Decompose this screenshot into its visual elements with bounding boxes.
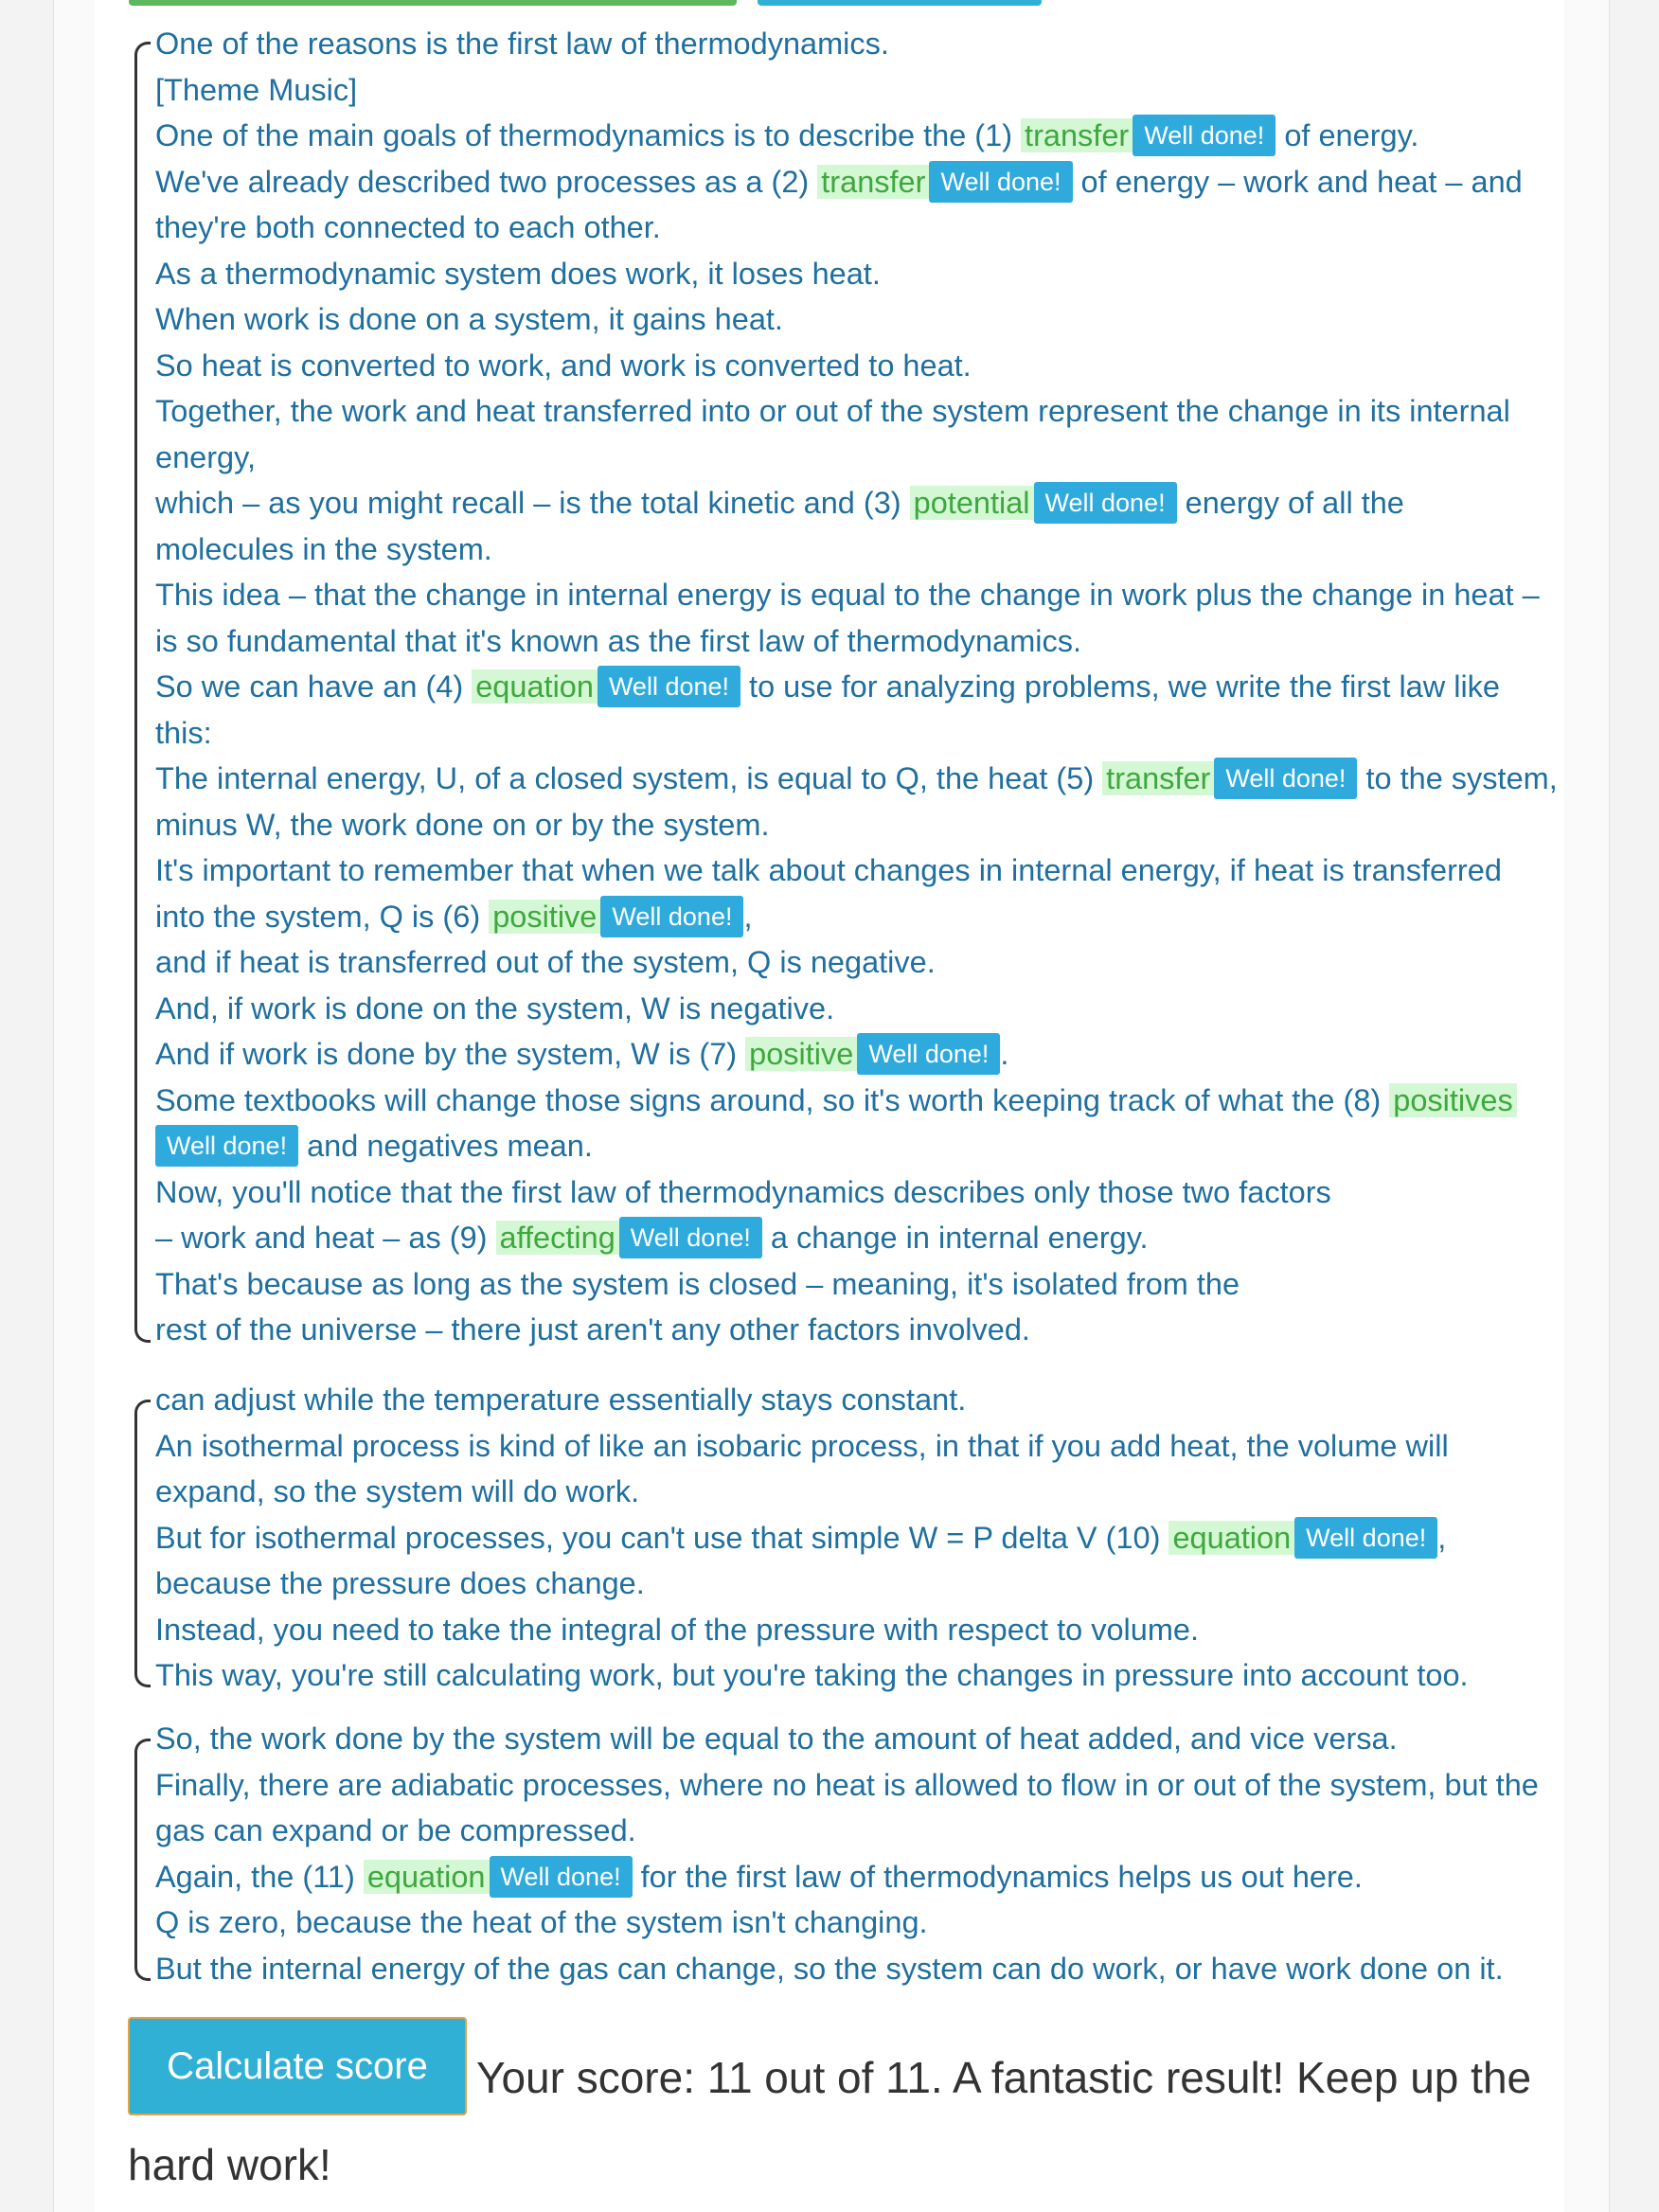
line-text: – work and heat – as (9) xyxy=(155,1221,496,1255)
transcript-line xyxy=(155,1946,1547,1992)
line-text: because the pressure does change. xyxy=(155,1566,645,1600)
transcript-line xyxy=(155,296,1547,343)
line-text: As a thermodynamic system does work, it loses heat. xyxy=(155,256,881,291)
transcript-section-1 xyxy=(155,21,1558,1353)
line-text: Together, the work and heat transferred into or out of the system represent the change in its internal xyxy=(155,394,1510,428)
line-text: Now, you'll notice that the first law of thermodynamics describes only those two factors xyxy=(155,1174,1331,1209)
transcript-line xyxy=(155,435,1547,481)
well-done-badge: Well done! xyxy=(155,1125,298,1167)
line-text: And, if work is done on the system, W is negative. xyxy=(155,990,835,1026)
well-done-badge: Well done! xyxy=(598,666,740,707)
answer-input[interactable]: potential xyxy=(910,486,1034,520)
transcript-line xyxy=(155,1423,1547,1470)
line-text: That's because as long as the system is closed – meaning, it's isolated from the xyxy=(155,1266,1240,1301)
line-text: [Theme Music] xyxy=(155,72,358,107)
line-text: So, the work done by the system will be equal to the amount of heat added, and vice versa. xyxy=(155,1721,1398,1756)
transcript-line xyxy=(155,113,1547,159)
transcript-line xyxy=(155,1854,1547,1900)
line-text: to the system, xyxy=(1357,761,1558,795)
transcript-line xyxy=(155,1169,1547,1216)
transcript-line xyxy=(155,986,1547,1032)
line-text: which – as you might recall – is the total kinetic and (3) xyxy=(155,486,910,520)
line-text: Some textbooks will change those signs around, so it's worth keeping track of what the (8) xyxy=(155,1082,1390,1117)
line-text: energy, xyxy=(155,439,256,474)
line-text: The internal energy, U, of a closed system, is equal to Q, the heat (5) xyxy=(155,761,1103,795)
transcript-line xyxy=(155,21,1547,67)
transcript-line xyxy=(155,1808,1547,1854)
transcript-line xyxy=(155,1607,1547,1653)
well-done-badge: Well done! xyxy=(490,1856,633,1898)
line-text: And if work is done by the system, W is (7) xyxy=(155,1037,746,1071)
transcript-line xyxy=(155,1261,1547,1308)
line-text: , xyxy=(743,899,753,934)
calculate-score-button[interactable]: Calculate score xyxy=(128,2017,467,2115)
transcript-line xyxy=(155,205,1547,251)
well-done-badge: Well done! xyxy=(929,161,1072,203)
transcript-line xyxy=(155,1716,1547,1762)
line-text: So heat is converted to work, and work is converted to heat. xyxy=(155,348,972,383)
transcript-line xyxy=(155,572,1547,618)
transcript-line xyxy=(155,710,1547,757)
line-text: This way, you're still calculating work, but you're taking the changes in pressure into account too. xyxy=(155,1658,1469,1692)
line-text: So we can have an (4) xyxy=(155,669,473,704)
transcript-line xyxy=(155,802,1547,848)
line-text: But for isothermal processes, you can't use that simple W = P delta V (10) xyxy=(155,1520,1169,1555)
answer-input[interactable]: positives xyxy=(1389,1083,1516,1117)
transcript-line xyxy=(155,480,1547,526)
well-done-badge: Well done! xyxy=(600,896,743,937)
section-bracket xyxy=(134,1739,151,1981)
transcript-line xyxy=(155,756,1558,802)
line-text: into the system, Q is (6) xyxy=(155,899,490,934)
transcript-line xyxy=(155,388,1547,435)
transcript-line xyxy=(155,664,1547,710)
line-text: to use for analyzing problems, we write the first law like xyxy=(740,669,1501,704)
line-text: . xyxy=(1000,1037,1009,1071)
answer-input[interactable]: affecting xyxy=(496,1221,619,1255)
transcript-line xyxy=(155,1469,1547,1515)
line-text: and if heat is transferred out of the system, Q is negative. xyxy=(155,945,936,979)
answer-input[interactable]: equation xyxy=(472,669,598,704)
transcript-line xyxy=(155,1078,1547,1124)
line-text: of energy. xyxy=(1275,118,1419,152)
well-done-badge: Well done! xyxy=(1133,115,1275,156)
line-text: for the first law of thermodynamics helps us out here. xyxy=(632,1859,1363,1894)
transcript-line xyxy=(155,1561,1547,1607)
transcript-line xyxy=(155,159,1547,205)
transcript-line xyxy=(155,1515,1547,1561)
answer-input[interactable]: transfer xyxy=(817,165,929,199)
score-result: Your score: 11 out of 11. A fantastic result! Keep up the hard work! xyxy=(128,2053,1532,2189)
transcript-line xyxy=(155,1031,1547,1078)
answer-input[interactable]: equation xyxy=(364,1860,490,1894)
transcript-line xyxy=(155,939,1547,986)
line-text: rest of the universe – there just aren't any other factors involved. xyxy=(155,1312,1030,1347)
line-text: , xyxy=(1437,1520,1447,1555)
line-text: is so fundamental that it's known as the first law of thermodynamics. xyxy=(155,623,1082,658)
well-done-badge: Well done! xyxy=(857,1033,1000,1075)
transcript-line xyxy=(155,1762,1547,1809)
line-text: But the internal energy of the gas can change, so the system can do work, or have work done on it. xyxy=(155,1951,1504,1986)
well-done-badge: Well done! xyxy=(1214,758,1357,799)
section-bracket xyxy=(134,1400,151,1687)
line-text: Instead, you need to take the integral of the pressure with respect to volume. xyxy=(155,1612,1200,1647)
answer-input[interactable]: equation xyxy=(1168,1521,1294,1555)
line-text: molecules in the system. xyxy=(155,531,492,566)
line-text: An isothermal process is kind of like an isobaric process, in that if you add heat, the volume will xyxy=(155,1428,1449,1463)
line-text: One of the reasons is the first law of thermodynamics. xyxy=(155,27,889,61)
line-text: Finally, there are adiabatic processes, where no heat is allowed to flow in or out of the system, but the xyxy=(155,1767,1539,1802)
top-green-bar xyxy=(129,0,737,6)
line-text: a change in internal energy. xyxy=(761,1221,1149,1255)
answer-input[interactable]: positive xyxy=(489,900,600,934)
line-text: When work is done on a system, it gains heat. xyxy=(155,302,783,336)
line-text: It's important to remember that when we talk about changes in internal energy, if heat is transferred xyxy=(155,853,1502,887)
line-text: We've already described two processes as a (2) xyxy=(155,164,818,199)
transcript-line xyxy=(155,1215,1547,1261)
transcript-line xyxy=(155,67,1547,114)
transcript-line xyxy=(155,343,1547,389)
line-text: and negatives mean. xyxy=(298,1129,593,1163)
line-text: gas can expand or be compressed. xyxy=(155,1813,636,1847)
well-done-badge: Well done! xyxy=(1034,482,1177,524)
line-text: Q is zero, because the heat of the system isn't changing. xyxy=(155,1905,928,1939)
line-text: energy of all the xyxy=(1176,486,1404,520)
line-text: expand, so the system will do work. xyxy=(155,1474,640,1508)
transcript-line xyxy=(155,1123,1547,1169)
well-done-badge: Well done! xyxy=(1294,1517,1437,1559)
transcript-line xyxy=(155,1307,1547,1353)
answer-input[interactable]: transfer xyxy=(1102,761,1214,795)
well-done-badge: Well done! xyxy=(619,1217,762,1258)
line-text: One of the main goals of thermodynamics is to describe the (1) xyxy=(155,118,1022,152)
transcript-line xyxy=(155,894,1547,940)
section-bracket xyxy=(134,42,151,1343)
line-text: can adjust while the temperature essentially stays constant. xyxy=(155,1382,967,1417)
transcript-line xyxy=(155,1377,1547,1423)
line-text: This idea – that the change in internal energy is equal to the change in work plus the change in heat – xyxy=(155,578,1540,612)
line-text: minus W, the work done on or by the system. xyxy=(155,807,770,842)
transcript-line xyxy=(155,526,1547,573)
transcript-line xyxy=(155,1652,1547,1699)
line-text: they're both connected to each other. xyxy=(155,210,661,244)
transcript-section-2 xyxy=(155,1377,1547,1699)
answer-input[interactable]: transfer xyxy=(1021,118,1133,152)
transcript-section-3 xyxy=(155,1716,1547,1991)
answer-input[interactable]: positive xyxy=(745,1037,857,1071)
line-text: Again, the (11) xyxy=(155,1859,364,1894)
top-blue-bar xyxy=(758,0,1042,6)
line-text: of energy – work and heat – and xyxy=(1072,164,1523,199)
transcript-line xyxy=(155,251,1547,297)
transcript-line xyxy=(155,618,1547,665)
line-text: this: xyxy=(155,715,212,750)
transcript-line xyxy=(155,847,1547,894)
transcript-line xyxy=(155,1900,1547,1946)
